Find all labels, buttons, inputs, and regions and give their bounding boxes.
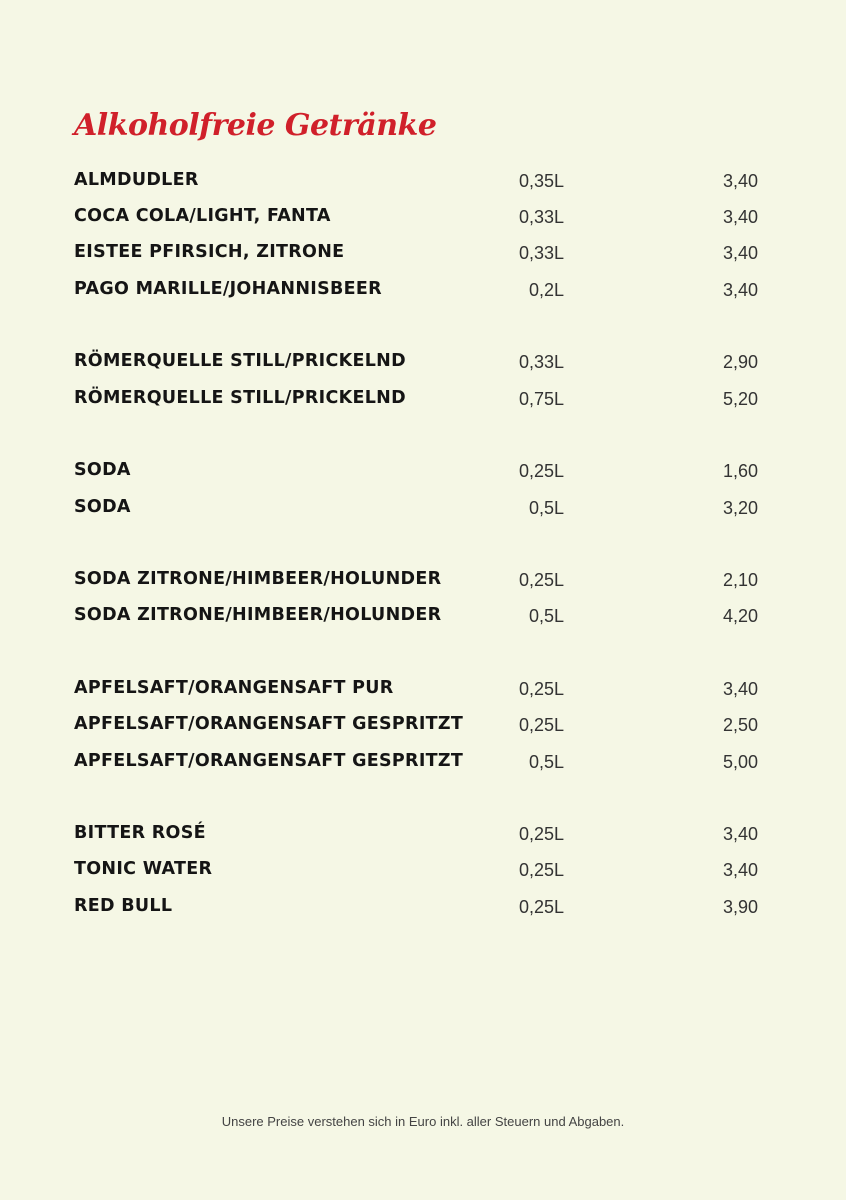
item-name: SODA [74, 497, 131, 517]
item-price: 3,40 [722, 171, 758, 191]
item-price: 3,90 [722, 897, 758, 917]
item-volume: 0,2L [528, 280, 564, 300]
item-name: RÖMERQUELLE STILL/PRICKELND [74, 351, 406, 371]
item-volume: 0,5L [528, 606, 564, 626]
item-volume: 0,25L [518, 461, 564, 481]
item-name: TONIC WATER [74, 859, 213, 879]
item-price: 4,20 [722, 606, 758, 626]
menu-item [0, 388, 846, 418]
item-name: PAGO MARILLE/JOHANNISBEER [74, 279, 382, 299]
menu-item [0, 714, 846, 744]
item-volume: 0,5L [528, 498, 564, 518]
item-volume: 0,35L [518, 171, 564, 191]
item-price: 3,40 [722, 243, 758, 263]
item-price: 2,90 [722, 352, 758, 372]
item-volume: 0,25L [518, 570, 564, 590]
menu-item [0, 170, 846, 200]
item-price: 5,20 [722, 389, 758, 409]
menu-item [0, 605, 846, 635]
item-price: 3,40 [722, 679, 758, 699]
item-price: 3,40 [722, 207, 758, 227]
item-name: EISTEE PFIRSICH, ZITRONE [74, 242, 345, 262]
item-name: ALMDUDLER [74, 170, 199, 190]
item-volume: 0,33L [518, 207, 564, 227]
item-name: APFELSAFT/ORANGENSAFT GESPRITZT [74, 751, 464, 771]
item-volume: 0,25L [518, 897, 564, 917]
item-price: 3,40 [722, 280, 758, 300]
item-volume: 0,33L [518, 243, 564, 263]
item-price: 1,60 [722, 461, 758, 481]
item-volume: 0,25L [518, 824, 564, 844]
footer-note: Unsere Preise verstehen sich in Euro inkl. aller Steuern und Abgaben. [221, 1114, 625, 1129]
item-name: RED BULL [74, 896, 173, 916]
menu-item [0, 896, 846, 926]
item-name: SODA ZITRONE/HIMBEER/HOLUNDER [74, 569, 442, 589]
item-name: SODA ZITRONE/HIMBEER/HOLUNDER [74, 605, 442, 625]
menu-item [0, 351, 846, 381]
item-name: APFELSAFT/ORANGENSAFT PUR [74, 678, 394, 698]
section-title: Alkoholfreie Getränke [74, 108, 437, 143]
item-price: 5,00 [722, 752, 758, 772]
menu-item [0, 569, 846, 599]
item-name: APFELSAFT/ORANGENSAFT GESPRITZT [74, 714, 464, 734]
menu-item [0, 279, 846, 309]
item-price: 2,50 [722, 715, 758, 735]
menu-item [0, 206, 846, 236]
item-volume: 0,25L [518, 860, 564, 880]
menu-item [0, 678, 846, 708]
item-volume: 0,25L [518, 679, 564, 699]
menu-item [0, 242, 846, 272]
item-price: 3,20 [722, 498, 758, 518]
menu-item [0, 823, 846, 853]
menu-item [0, 751, 846, 781]
item-name: COCA COLA/LIGHT, FANTA [74, 206, 331, 226]
item-name: SODA [74, 460, 131, 480]
item-name: BITTER ROSÉ [74, 823, 206, 843]
item-price: 2,10 [722, 570, 758, 590]
item-volume: 0,5L [528, 752, 564, 772]
menu-item [0, 460, 846, 490]
item-volume: 0,33L [518, 352, 564, 372]
menu-item [0, 497, 846, 527]
item-name: RÖMERQUELLE STILL/PRICKELND [74, 388, 406, 408]
item-volume: 0,25L [518, 715, 564, 735]
item-price: 3,40 [722, 824, 758, 844]
item-volume: 0,75L [518, 389, 564, 409]
menu-item [0, 859, 846, 889]
item-price: 3,40 [722, 860, 758, 880]
